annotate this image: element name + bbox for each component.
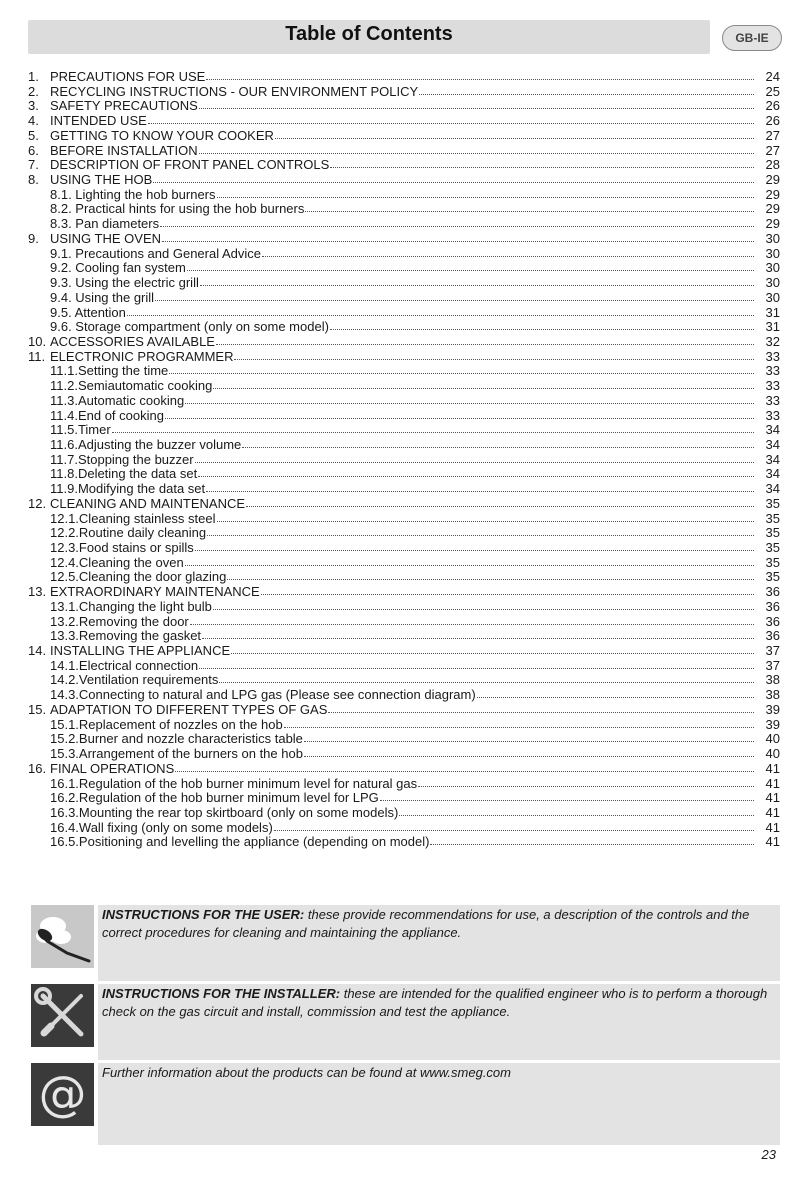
- toc-dot-leader: [198, 466, 754, 477]
- toc-dot-leader: [380, 790, 754, 801]
- toc-entry-page: 26: [765, 98, 780, 114]
- toc-entry-label: INTENDED USE: [50, 113, 147, 129]
- toc-entry-label: 14.2.Ventilation requirements: [50, 672, 219, 688]
- toc-entry[interactable]: [28, 732, 780, 747]
- toc-entry-label: 8.1. Lighting the hob burners: [50, 186, 216, 202]
- toc-entry[interactable]: [28, 673, 780, 688]
- toc-entry-label: 11.4.End of cooking: [50, 407, 164, 423]
- toc-entry-label: 16.1.Regulation of the hob burner minimum level for natural gas: [50, 775, 418, 791]
- toc-entry-label: 11.3.Automatic cooking: [50, 392, 185, 408]
- toc-entry-page: 30: [765, 260, 780, 276]
- wrench-screwdriver-icon: [31, 984, 94, 1047]
- toc-entry[interactable]: [28, 423, 780, 438]
- toc-entry-label: 13.2.Removing the door: [50, 613, 189, 629]
- toc-entry-number: 13.: [28, 584, 47, 600]
- table-of-contents: [28, 70, 780, 850]
- toc-entry-label: 8.2. Practical hints for using the hob burners: [50, 201, 305, 217]
- toc-entry-number: 10.: [28, 333, 47, 349]
- toc-entry[interactable]: [28, 129, 780, 144]
- toc-entry-page: 36: [765, 613, 780, 629]
- toc-entry[interactable]: [28, 526, 780, 541]
- toc-entry-page: 36: [765, 584, 780, 600]
- toc-entry-page: 31: [765, 304, 780, 320]
- toc-entry-page: 39: [765, 716, 780, 732]
- toc-entry-page: 35: [765, 525, 780, 541]
- toc-dot-leader: [274, 820, 754, 831]
- toc-dot-leader: [199, 658, 754, 669]
- toc-entry-label: 13.1.Changing the light bulb: [50, 598, 212, 614]
- toc-entry[interactable]: [28, 320, 780, 335]
- toc-entry[interactable]: [28, 688, 780, 703]
- toc-entry[interactable]: [28, 247, 780, 262]
- toc-entry-number: 3.: [28, 98, 39, 114]
- toc-dot-leader: [160, 216, 754, 227]
- toc-entry[interactable]: [28, 791, 780, 806]
- toc-dot-leader: [213, 599, 754, 610]
- toc-entry-number: 4.: [28, 113, 39, 129]
- toc-dot-leader: [227, 569, 754, 580]
- toc-dot-leader: [242, 437, 754, 448]
- toc-entry-page: 29: [765, 216, 780, 232]
- toc-entry-page: 29: [765, 172, 780, 188]
- toc-dot-leader: [187, 260, 754, 271]
- toc-entry[interactable]: [28, 453, 780, 468]
- toc-entry-label: 16.2.Regulation of the hob burner minimum level for LPG: [50, 790, 379, 806]
- toc-entry[interactable]: [28, 335, 780, 350]
- toc-entry-page: 37: [765, 657, 780, 673]
- toc-entry-label: 16.5.Positioning and levelling the appliance (depending on model): [50, 834, 430, 850]
- toc-entry-label: INSTALLING THE APPLIANCE: [50, 643, 231, 659]
- toc-dot-leader: [262, 246, 754, 257]
- toc-dot-leader: [207, 525, 754, 536]
- toc-entry-label: 16.3.Mounting the rear top skirtboard (only on some models): [50, 804, 399, 820]
- toc-entry[interactable]: [28, 512, 780, 527]
- toc-entry-number: 16.: [28, 760, 47, 776]
- toc-entry[interactable]: [28, 467, 780, 482]
- toc-entry-page: 26: [765, 113, 780, 129]
- toc-entry[interactable]: [28, 806, 780, 821]
- toc-entry[interactable]: [28, 659, 780, 674]
- toc-entry-page: 40: [765, 731, 780, 747]
- toc-entry-page: 38: [765, 687, 780, 703]
- toc-entry-page: 41: [765, 804, 780, 820]
- toc-entry-page: 30: [765, 289, 780, 305]
- toc-dot-leader: [430, 834, 754, 845]
- toc-entry[interactable]: [28, 217, 780, 232]
- toc-entry-page: 39: [765, 701, 780, 717]
- toc-dot-leader: [153, 172, 754, 183]
- toc-entry-page: 33: [765, 363, 780, 379]
- toc-dot-leader: [185, 393, 754, 404]
- toc-dot-leader: [202, 628, 754, 639]
- toc-dot-leader: [185, 555, 754, 566]
- user-instructions-body: these provide recommendations for use, a description of the controls and the correct procedures for cleaning and maintaining the appliance.: [102, 907, 750, 940]
- toc-entry[interactable]: [28, 188, 780, 203]
- toc-entry-page: 34: [765, 481, 780, 497]
- toc-dot-leader: [199, 143, 754, 154]
- toc-dot-leader: [195, 452, 754, 463]
- toc-entry-page: 31: [765, 319, 780, 335]
- toc-entry-label: 11.6.Adjusting the buzzer volume: [50, 436, 242, 452]
- toc-dot-leader: [284, 717, 754, 728]
- toc-entry-label: 11.7.Stopping the buzzer: [50, 451, 194, 467]
- toc-entry-label: 9.1. Precautions and General Advice: [50, 245, 262, 261]
- toc-entry-number: 2.: [28, 83, 39, 99]
- toc-entry[interactable]: [28, 777, 780, 792]
- toc-entry-page: 41: [765, 775, 780, 791]
- toc-entry[interactable]: [28, 644, 780, 659]
- toc-entry[interactable]: [28, 409, 780, 424]
- toc-entry-label: 9.6. Storage compartment (only on some model): [50, 319, 329, 335]
- toc-dot-leader: [169, 363, 754, 374]
- toc-entry-page: 28: [765, 157, 780, 173]
- toc-entry-page: 33: [765, 378, 780, 394]
- toc-entry-label: 14.3.Connecting to natural and LPG gas (Please see connection diagram): [50, 687, 476, 703]
- toc-entry-page: 41: [765, 819, 780, 835]
- toc-entry-label: 11.8.Deleting the data set: [50, 466, 198, 482]
- toc-dot-leader: [217, 511, 755, 522]
- toc-entry-label: 8.3. Pan diameters: [50, 216, 160, 232]
- toc-entry-page: 34: [765, 451, 780, 467]
- toc-entry[interactable]: [28, 276, 780, 291]
- toc-dot-leader: [418, 776, 754, 787]
- toc-dot-leader: [165, 408, 754, 419]
- toc-entry-label: 12.2.Routine daily cleaning: [50, 525, 207, 541]
- further-info-panel: [98, 1063, 780, 1145]
- at-sign-icon: [31, 1063, 94, 1126]
- toc-entry-page: 35: [765, 569, 780, 585]
- installer-instructions-heading: INSTRUCTIONS FOR THE INSTALLER:: [102, 986, 341, 1001]
- toc-entry-label: 14.1.Electrical connection: [50, 657, 199, 673]
- toc-dot-leader: [190, 614, 754, 625]
- chef-hat-spoon-icon: [31, 905, 94, 968]
- toc-entry-label: FINAL OPERATIONS: [50, 760, 175, 776]
- toc-entry-page: 33: [765, 407, 780, 423]
- toc-dot-leader: [328, 702, 754, 713]
- toc-entry-label: 12.3.Food stains or spills: [50, 540, 194, 555]
- toc-entry-page: 25: [765, 83, 780, 99]
- toc-entry[interactable]: [28, 394, 780, 409]
- toc-entry-page: 36: [765, 628, 780, 644]
- toc-entry-number: 15.: [28, 701, 47, 717]
- toc-entry-label: 9.4. Using the grill: [50, 289, 155, 305]
- toc-dot-leader: [155, 290, 754, 301]
- toc-entry-page: 38: [765, 672, 780, 688]
- toc-entry-label: 12.1.Cleaning stainless steel: [50, 510, 216, 526]
- toc-entry-label: USING THE HOB: [50, 172, 153, 188]
- toc-entry-page: 35: [765, 510, 780, 526]
- toc-entry-label: SAFETY PRECAUTIONS: [50, 98, 198, 114]
- toc-entry[interactable]: [28, 379, 780, 394]
- user-instructions-heading: INSTRUCTIONS FOR THE USER:: [102, 907, 305, 922]
- toc-dot-leader: [231, 643, 754, 654]
- toc-entry-number: 7.: [28, 157, 39, 173]
- toc-entry[interactable]: [28, 306, 780, 321]
- toc-entry-label: 12.5.Cleaning the door glazing: [50, 569, 227, 585]
- toc-dot-leader: [216, 334, 754, 345]
- toc-entry-label: 15.1.Replacement of nozzles on the hob: [50, 716, 283, 732]
- toc-entry[interactable]: [28, 585, 780, 600]
- toc-entry-label: PRECAUTIONS FOR USE: [50, 69, 206, 84]
- toc-dot-leader: [200, 275, 754, 286]
- toc-entry-number: 1.: [28, 69, 39, 84]
- toc-entry-page: 27: [765, 142, 780, 158]
- page-title: Table of Contents: [285, 23, 453, 45]
- toc-entry-page: 35: [765, 495, 780, 511]
- toc-entry-page: 30: [765, 245, 780, 261]
- toc-entry-page: 30: [765, 230, 780, 246]
- toc-entry-number: 11.: [28, 348, 46, 364]
- toc-dot-leader: [199, 98, 754, 109]
- toc-dot-leader: [304, 746, 754, 757]
- toc-dot-leader: [246, 496, 754, 507]
- toc-entry-label: RECYCLING INSTRUCTIONS - OUR ENVIRONMENT POLICY: [50, 83, 419, 99]
- toc-entry-page: 24: [765, 69, 780, 84]
- toc-entry[interactable]: [28, 497, 780, 512]
- toc-dot-leader: [234, 349, 754, 360]
- svg-text:@: @: [38, 1066, 87, 1122]
- toc-dot-leader: [148, 113, 754, 124]
- toc-entry-label: GETTING TO KNOW YOUR COOKER: [50, 127, 274, 143]
- toc-dot-leader: [219, 672, 754, 683]
- language-badge: GB-IE: [722, 25, 782, 51]
- toc-dot-leader: [419, 84, 754, 95]
- toc-entry-number: 14.: [28, 643, 47, 659]
- toc-dot-leader: [304, 731, 754, 742]
- toc-entry[interactable]: [28, 615, 780, 630]
- toc-entry[interactable]: [28, 144, 780, 159]
- toc-entry[interactable]: [28, 556, 780, 571]
- toc-entry[interactable]: [28, 718, 780, 733]
- toc-dot-leader: [175, 761, 754, 772]
- toc-entry-page: 41: [765, 760, 780, 776]
- toc-dot-leader: [217, 187, 754, 198]
- toc-entry-label: EXTRAORDINARY MAINTENANCE: [50, 584, 260, 600]
- toc-entry[interactable]: [28, 835, 780, 850]
- toc-entry-number: 6.: [28, 142, 39, 158]
- toc-dot-leader: [477, 687, 754, 698]
- toc-entry[interactable]: [28, 261, 780, 276]
- page-number: 23: [761, 1147, 776, 1162]
- toc-entry-number: 12.: [28, 495, 47, 511]
- toc-dot-leader: [206, 69, 754, 80]
- toc-entry-label: ELECTRONIC PROGRAMMER: [50, 348, 234, 364]
- toc-entry-page: 33: [765, 348, 780, 364]
- toc-entry-label: 11.5.Timer: [50, 422, 111, 438]
- toc-entry-label: ACCESSORIES AVAILABLE: [50, 333, 215, 349]
- toc-dot-leader: [399, 805, 754, 816]
- toc-entry-page: 35: [765, 554, 780, 570]
- toc-dot-leader: [206, 481, 754, 492]
- toc-entry[interactable]: [28, 762, 780, 777]
- toc-dot-leader: [213, 378, 754, 389]
- toc-entry[interactable]: [28, 114, 780, 129]
- toc-dot-leader: [127, 305, 754, 316]
- toc-entry-label: 12.4.Cleaning the oven: [50, 554, 184, 570]
- toc-dot-leader: [162, 231, 754, 242]
- toc-entry-page: 37: [765, 643, 780, 659]
- toc-entry-number: 8.: [28, 172, 39, 188]
- toc-dot-leader: [261, 584, 754, 595]
- toc-entry[interactable]: [28, 173, 780, 188]
- toc-entry-label: 11.1.Setting the time: [50, 363, 169, 379]
- toc-entry-label: CLEANING AND MAINTENANCE: [50, 495, 246, 511]
- toc-entry[interactable]: [28, 629, 780, 644]
- toc-entry-page: 27: [765, 127, 780, 143]
- toc-entry[interactable]: [28, 99, 780, 114]
- installer-instructions-panel: [98, 984, 780, 1060]
- toc-entry[interactable]: [28, 364, 780, 379]
- toc-entry-page: 29: [765, 201, 780, 217]
- toc-entry-page: 33: [765, 392, 780, 408]
- toc-entry-page: 34: [765, 422, 780, 438]
- toc-entry[interactable]: [28, 438, 780, 453]
- toc-entry-label: 16.4.Wall fixing (only on some models): [50, 819, 273, 835]
- toc-entry-number: 9.: [28, 230, 39, 246]
- toc-dot-leader: [305, 201, 754, 212]
- toc-entry[interactable]: [28, 291, 780, 306]
- toc-entry-label: 13.3.Removing the gasket: [50, 628, 202, 644]
- toc-entry[interactable]: [28, 821, 780, 836]
- toc-entry[interactable]: [28, 541, 780, 556]
- toc-entry-label: 9.2. Cooling fan system: [50, 260, 186, 276]
- toc-entry-label: ADAPTATION TO DIFFERENT TYPES OF GAS: [50, 701, 328, 717]
- toc-entry[interactable]: [28, 85, 780, 100]
- installer-instructions-body: these are intended for the qualified engineer who is to perform a thorough check on the gas circuit and install, commission and test the appliance.: [102, 986, 768, 1019]
- toc-entry[interactable]: [28, 600, 780, 615]
- toc-entry-label: USING THE OVEN: [50, 230, 162, 246]
- installer-instructions-text: [102, 985, 776, 1021]
- toc-entry[interactable]: [28, 70, 780, 85]
- toc-entry-page: 30: [765, 275, 780, 291]
- toc-entry-label: 9.5. Attention: [50, 304, 126, 320]
- toc-entry-page: 41: [765, 834, 780, 850]
- installer-instructions-box: [28, 984, 780, 1060]
- toc-entry-label: 11.9.Modifying the data set: [50, 481, 206, 497]
- toc-dot-leader: [195, 540, 754, 551]
- toc-entry-page: 34: [765, 436, 780, 452]
- toc-dot-leader: [275, 128, 754, 139]
- user-instructions-text: [102, 906, 776, 942]
- further-info-box: [28, 1063, 780, 1145]
- toc-entry-page: 32: [765, 333, 780, 349]
- toc-entry[interactable]: [28, 570, 780, 585]
- toc-entry-label: 15.3.Arrangement of the burners on the hob: [50, 746, 303, 762]
- toc-entry-page: 36: [765, 598, 780, 614]
- toc-entry-page: 29: [765, 186, 780, 202]
- toc-entry-page: 35: [765, 540, 780, 555]
- toc-dot-leader: [112, 422, 754, 433]
- toc-entry-label: 11.2.Semiautomatic cooking: [50, 378, 213, 394]
- toc-entry[interactable]: [28, 747, 780, 762]
- title-bar: [28, 20, 710, 54]
- toc-entry-page: 34: [765, 466, 780, 482]
- toc-entry[interactable]: [28, 350, 780, 365]
- toc-entry-label: DESCRIPTION OF FRONT PANEL CONTROLS: [50, 157, 330, 173]
- toc-entry[interactable]: [28, 202, 780, 217]
- toc-entry[interactable]: [28, 158, 780, 173]
- user-instructions-panel: [98, 905, 780, 981]
- toc-entry-number: 5.: [28, 127, 39, 143]
- toc-dot-leader: [330, 319, 754, 330]
- toc-entry[interactable]: [28, 482, 780, 497]
- further-info-text: Further information about the products can be found at www.smeg.com: [102, 1065, 511, 1080]
- toc-entry-page: 40: [765, 746, 780, 762]
- toc-entry-label: 9.3. Using the electric grill: [50, 275, 199, 291]
- toc-entry-label: 15.2.Burner and nozzle characteristics table: [50, 731, 303, 747]
- user-instructions-box: [28, 905, 780, 981]
- toc-entry-label: BEFORE INSTALLATION: [50, 142, 198, 158]
- toc-dot-leader: [330, 157, 754, 168]
- toc-entry[interactable]: [28, 703, 780, 718]
- toc-entry[interactable]: [28, 232, 780, 247]
- toc-entry-page: 41: [765, 790, 780, 806]
